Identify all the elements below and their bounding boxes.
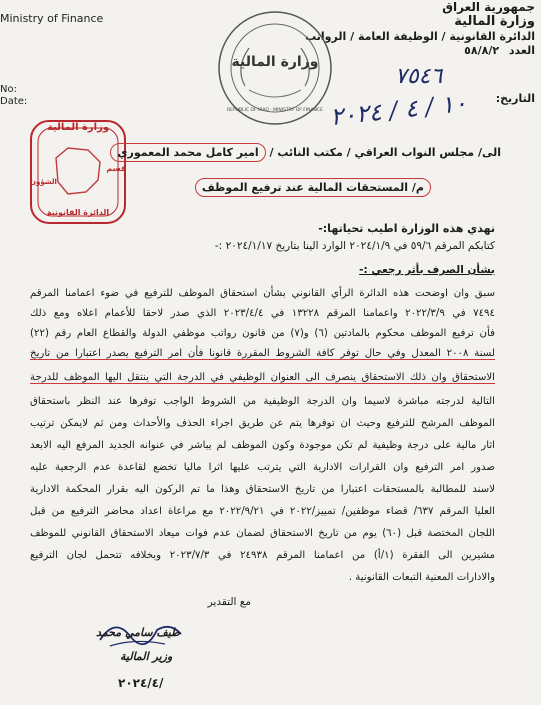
header-number-value: ٥٨/٨/٢ <box>464 44 500 57</box>
signatory-title: وزير المالية <box>120 650 173 663</box>
body-line: لسنة ٢٠٠٨ المعدل وفي حال توفر كافة الشروط المقررة قانونا فأن امر الترفيع يصدر اعتبارا من تاريخ <box>30 348 495 359</box>
body-line: ٧٤٩٤ في ٢٠٢٢/٣/٩ واعمامنا المرقم ١٣٢٢٨ في ٢٠٢٣/٤/٤ الذي صدر لاحقا للأعمام اعلاه ومع ذلك <box>30 308 495 319</box>
header-number-label: العدد <box>508 44 535 57</box>
body-line: اللجان المختصة قبل (٦٠) يوم من تاريخ الاستحقاق لضمان عدم فوات ميعاد الاستحقاق القانوني للموظف <box>30 528 495 539</box>
header-date-label-ar: التاريخ: <box>495 92 535 105</box>
body-line: اثار مالية على درجة وظيفية لم تكن موجودة وكون الموظف لم يباشر في عنوانه الجديد المرفع اليه الابعد <box>30 440 495 451</box>
recipient-line <box>110 146 501 159</box>
stamp-side-right: قسم <box>106 164 126 173</box>
header-no-label: No: <box>0 84 17 95</box>
greeting-line: نهدي هذه الوزارة اطيب تحياتها:- <box>318 222 495 235</box>
body-line: مشيرين الى الفقرة (١/أ) من اعمامنا المرقم ٢٤٩٣٨ في ٢٠٢٣/٧/٣ وبخلافه تتحمل لجان الترفيع <box>30 550 495 561</box>
legal-department-stamp <box>28 118 128 226</box>
body-line: الاستحقاق وان ذلك الاستحقاق ينصرف الى العنوان الوظيفي في الدرجة التي ينتقل اليها الموظف للدرجة <box>30 372 495 383</box>
about-line: بشأن الصرف بأثر رجعي :- <box>359 264 495 276</box>
header-republic: جمهورية العراق <box>442 0 535 14</box>
body-line: سبق وان اوضحت هذه الدائرة الرأي القانوني بشأن استحقاق الموظف للترفيع في ضوء اعمامنا المرقم <box>30 288 495 299</box>
subject-line: م/ المستحقات المالية عند ترفيع الموظف <box>195 178 431 197</box>
handwritten-date: ١٠ / ٤ / ٢٠٢٤ <box>328 88 469 132</box>
recipient-name: امير كامل محمد المعموري <box>110 143 265 162</box>
handwritten-ref-number: ٧٥٤٦ <box>395 64 443 89</box>
seal-ring-text: REPUBLIC OF IRAQ · MINISTRY OF FINANCE <box>227 108 323 113</box>
recipient-to: الى/ مجلس النواب العراقي / مكتب النائب / <box>269 146 501 159</box>
signatory-name: طيف سامي محمد <box>96 626 180 639</box>
closing-line: مع التقدير <box>207 596 251 608</box>
body-line: التالية لدرجته مباشرة لاسيما وان الدرجة الوظيفية من الشروط الواجب توفرها عند النظر باستحقاق <box>30 396 495 407</box>
stamp-side-left: الشؤون <box>30 178 57 186</box>
header-number <box>464 44 535 57</box>
signatory-date: ٢٠٢٤/٤/ <box>118 676 164 690</box>
seal-center-text: وزارة المالية <box>231 54 319 70</box>
header-ministry-ar: وزارة المالية <box>454 14 535 29</box>
stamp-top-text: وزارة المالية <box>46 122 110 133</box>
ministry-seal <box>215 8 335 128</box>
header-department: الدائرة القانونية / الوظيفة العامة / الرواتب <box>305 30 535 43</box>
body-line: لاسند للمطالبة بالمستحقات اعتبارا من تاريخ الاستحقاق وهذا ما تم الركون اليه بقرار المحكمة الادارية <box>30 484 495 495</box>
body-line: فأن ترفيع الموظف محكوم بالمادتين (٦) و(٧) من قانون رواتب موظفي الدولة والقطاع العام رقم (٢٢) <box>30 328 496 339</box>
header-date-label: Date: <box>0 96 28 107</box>
body-line: العليا المرقم ٦٣٧/ قضاء موظفين/ تمييز/٢٠٢٢ في ٢٠٢٢/٩/٢١ مع مراعاة اعداد محاضر الترفيع من قبل <box>30 506 495 517</box>
header-ministry-en: Ministry of Finance <box>0 12 104 25</box>
body-line: والادارات المعنية التبعات القانونية . <box>348 572 495 583</box>
stamp-bottom-text: الدائرة القانونية <box>46 208 110 217</box>
reference-line: كتابكم المرقم ٥٩/٦ في ٢٠٢٤/١/٩ الوارد الينا بتاريخ ٢٠٢٤/١/١٧ :- <box>214 240 495 252</box>
body-line: صدور امر الترفيع وان القرارات الادارية التي يترتب عليها اثرا ماليا تخضع لقاعدة عدم الرجعية عليه <box>30 462 495 473</box>
body-line: الموظف المرشح للترفيع وحيث ان توفرها يتم عن طريق اجراء الحذف والأحداث ومن ثم لايمكن ترتيب <box>30 418 495 429</box>
